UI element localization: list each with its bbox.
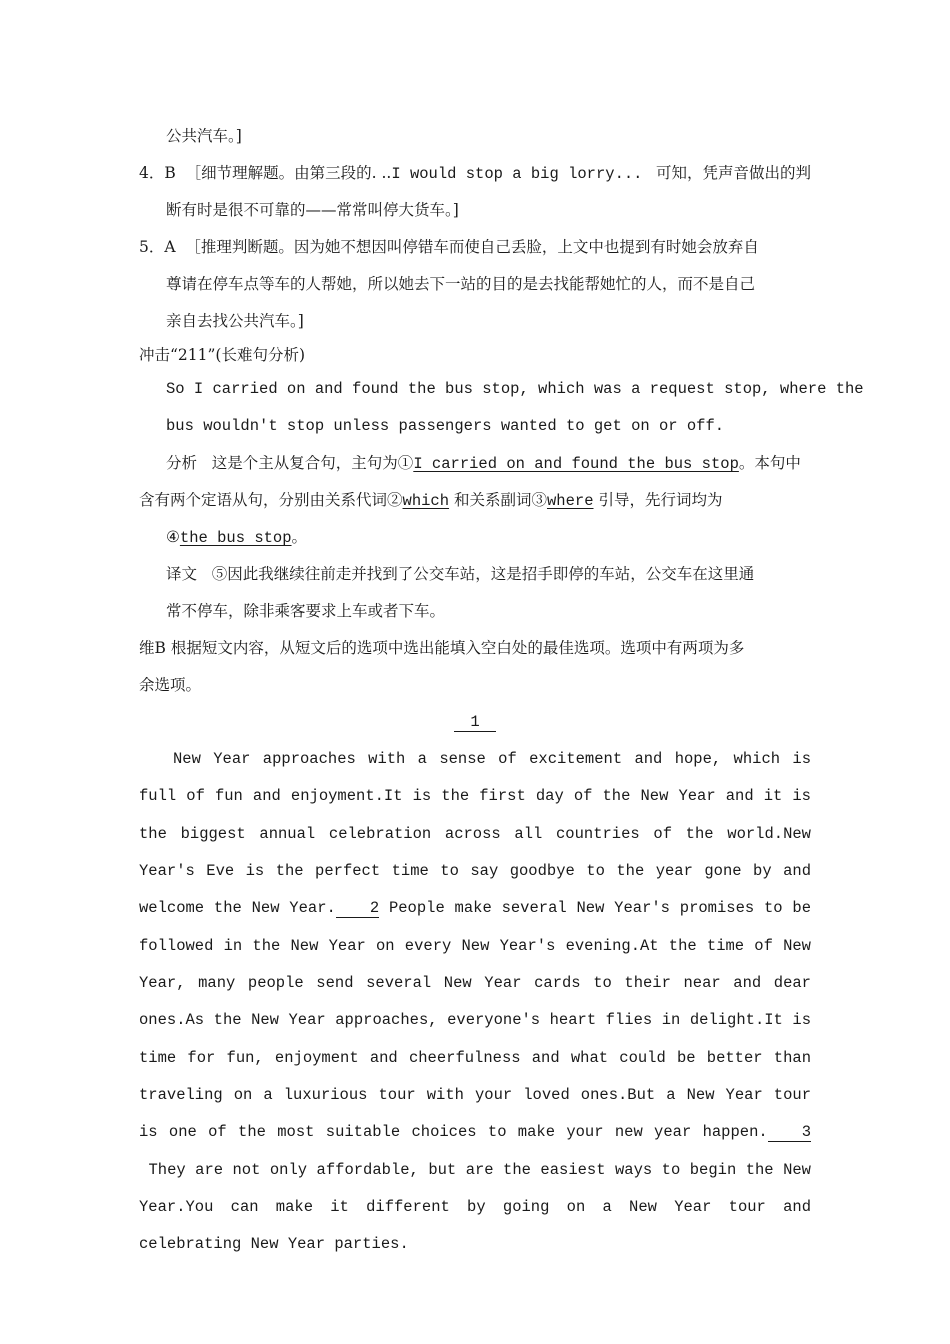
analysis-fenxi-line3: ④the bus stop。	[166, 528, 308, 547]
main-clause-answer: I carried on and found the bus stop	[413, 455, 739, 473]
blank-3[interactable]: 3	[768, 1123, 811, 1142]
blank-2[interactable]: 2	[336, 899, 379, 918]
analysis-heading: 冲击“211”(长难句分析)	[139, 346, 306, 364]
passage-paragraph: New Year approaches with a sense of excitement and hope, which is full of fun and enjoyment.It is the first day of the New Year and it is the biggest annual celebration across all countries of the world.New Year's Eve is the perfect time to say goodbye to the year gone by and welcome the New Year. 2 People make several New Year's promises to be followed in the New Year on every New Year's evening.At the time of New Year, many people send several New Year cards to their near and dear ones.As the New Year approaches, everyone's heart flies in delight.It is time for fun, enjoyment and cheerfulness and what could be better than traveling on a luxurious tour with your loved ones.But a New Year tour is one of the most suitable choices to make your new year happen. 3 They are not only affordable, but are the easiest ways to begin the New Year.You can make it different by going on a New Year tour and celebrating New Year parties.	[139, 750, 811, 1254]
document-page	[139, 118, 864, 1264]
q4-line2: 断有时是很不可靠的——常常叫停大货车。]	[166, 201, 459, 219]
analysis-yiwen-line1: 译文 ⑤因此我继续往前走并找到了公交车站，这是招手即停的车站，公交车在这里通	[166, 565, 755, 583]
q5-answer	[139, 229, 811, 340]
q5-line1: 5．A ［推理判断题。因为她不想因叫停错车而使自己丢脸，上文中也提到有时她会放弃自	[139, 238, 759, 256]
blank-1[interactable]: 1	[454, 713, 496, 732]
q3-answer-tail: 公共汽车。]	[166, 127, 242, 145]
relative-pronoun-answer: which	[402, 492, 450, 510]
section-b-instruction-line1: 维B 根据短文内容，从短文后的选项中选出能填入空白处的最佳选项。选项中有两项为多	[139, 639, 745, 657]
q4-line1: 4．B ［细节理解题。由第三段的. ..I would stop a big lorry...	[139, 164, 643, 183]
q5-line2: 尊请在停车点等车的人帮她，所以她去下一站的目的是去找能帮她忙的人，而不是自己	[166, 275, 756, 293]
analysis-fenxi-line1: 分析 这是个主从复合句，主句为①I carried on and found the bus stop。本句中	[166, 454, 801, 473]
analysis-fenxi-line2: 含有两个定语从句，分别由关系代词②which 和关系副词③where 引导，先行词均为	[139, 491, 723, 510]
q5-line3: 亲自去找公共汽车。]	[166, 312, 304, 330]
relative-adverb-answer: where	[546, 492, 594, 510]
section-b-instruction-line2: 余选项。	[139, 676, 202, 694]
analysis-yiwen-line2: 常不停车，除非乘客要求上车或者下车。	[166, 602, 446, 620]
q4-answer: 4．B ［细节理解题。由第三段的. ..I would stop a big lorry... 可知，凭声音做出的判 断有时是很不可靠的——常常叫停大货车。]	[139, 155, 811, 229]
analysis-sentence-line1: So I carried on and found the bus stop, which was a request stop, where the	[166, 380, 864, 398]
antecedent-answer: the bus stop	[179, 529, 292, 547]
passage-title-blank	[139, 704, 811, 741]
analysis-sentence-line2: bus wouldn't stop unless passengers wanted to get on or off.	[166, 417, 725, 435]
